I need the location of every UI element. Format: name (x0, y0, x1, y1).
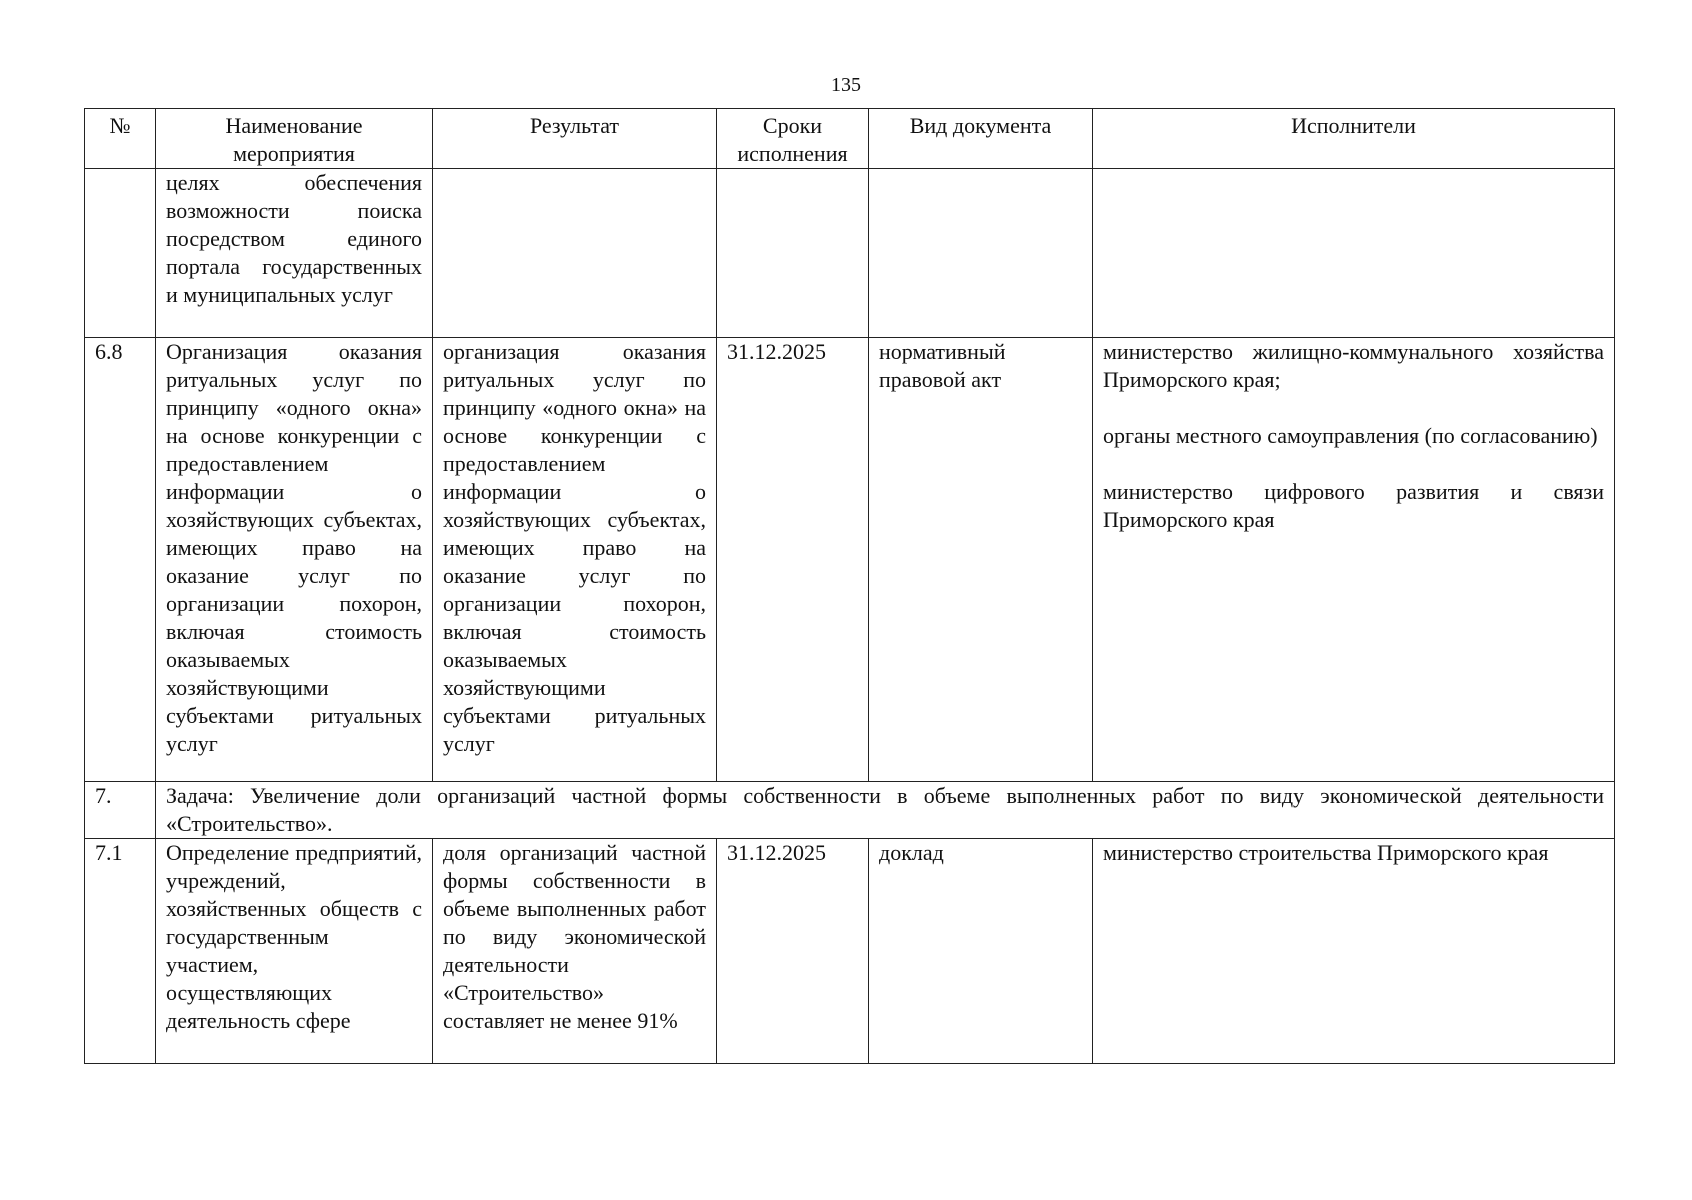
cell-executors (1093, 169, 1615, 338)
cell-result: организация оказания ритуальных услуг по принципу «одного окна» на основе конкуренции с предоставлением информации о хозяйствующих субъектах, имеющих право на оказание услуг по организации похорон, включая стоимость оказываемых хозяйствующими субъектами ритуальных услуг (433, 338, 717, 782)
header-executors: Исполнители (1093, 109, 1615, 169)
table-header-row (85, 109, 1615, 169)
cell-num (85, 169, 156, 338)
cell-deadline (717, 169, 869, 338)
table-row (85, 338, 1615, 782)
cell-name: Организация оказания ритуальных услуг по принципу «одного окна» на основе конкуренции с предоставлением информации о хозяйствующих субъектах, имеющих право на оказание услуг по организации похорон, включая стоимость оказываемых хозяйствующими субъектами ритуальных услуг (156, 338, 433, 782)
cell-doc-type (869, 169, 1093, 338)
task-text: Задача: Увеличение доли организаций частной формы собственности в объеме выполненных работ по виду экономической деятельности «Строительство». (156, 782, 1615, 839)
executor-item: министерство жилищно-коммунального хозяйства Приморского края; (1103, 339, 1604, 392)
cell-result (433, 169, 717, 338)
executor-item: министерство цифрового развития и связи Приморского края (1103, 479, 1604, 532)
task-row (85, 782, 1615, 839)
page-number: 135 (831, 74, 861, 96)
cell-result: доля организаций частной формы собственности в объеме выполненных работ по виду экономической деятельности «Строительство» составляет не менее 91% (433, 839, 717, 1064)
header-num: № (85, 109, 156, 169)
action-plan-table (84, 108, 1615, 1064)
table-row (85, 169, 1615, 338)
header-result: Результат (433, 109, 717, 169)
header-name: Наименование мероприятия (156, 109, 433, 169)
cell-num: 6.8 (85, 338, 156, 782)
cell-num: 7. (85, 782, 156, 839)
header-deadline: Сроки исполнения (717, 109, 869, 169)
cell-name: целях обеспечения возможности поиска посредством единого портала государственных и муниципальных услуг (156, 169, 433, 338)
cell-deadline: 31.12.2025 (717, 338, 869, 782)
cell-executors: министерство строительства Приморского края (1093, 839, 1615, 1064)
cell-executors (1093, 338, 1615, 782)
table-row (85, 839, 1615, 1064)
cell-doc-type: нормативный правовой акт (869, 338, 1093, 782)
executor-item: органы местного самоуправления (по согласованию) (1103, 423, 1598, 448)
cell-deadline: 31.12.2025 (717, 839, 869, 1064)
cell-doc-type: доклад (869, 839, 1093, 1064)
cell-name: Определение предприятий, учреждений, хозяйственных обществ с государственным участием, осуществляющих деятельность сфере (156, 839, 433, 1064)
header-doc-type: Вид документа (869, 109, 1093, 169)
cell-num: 7.1 (85, 839, 156, 1064)
